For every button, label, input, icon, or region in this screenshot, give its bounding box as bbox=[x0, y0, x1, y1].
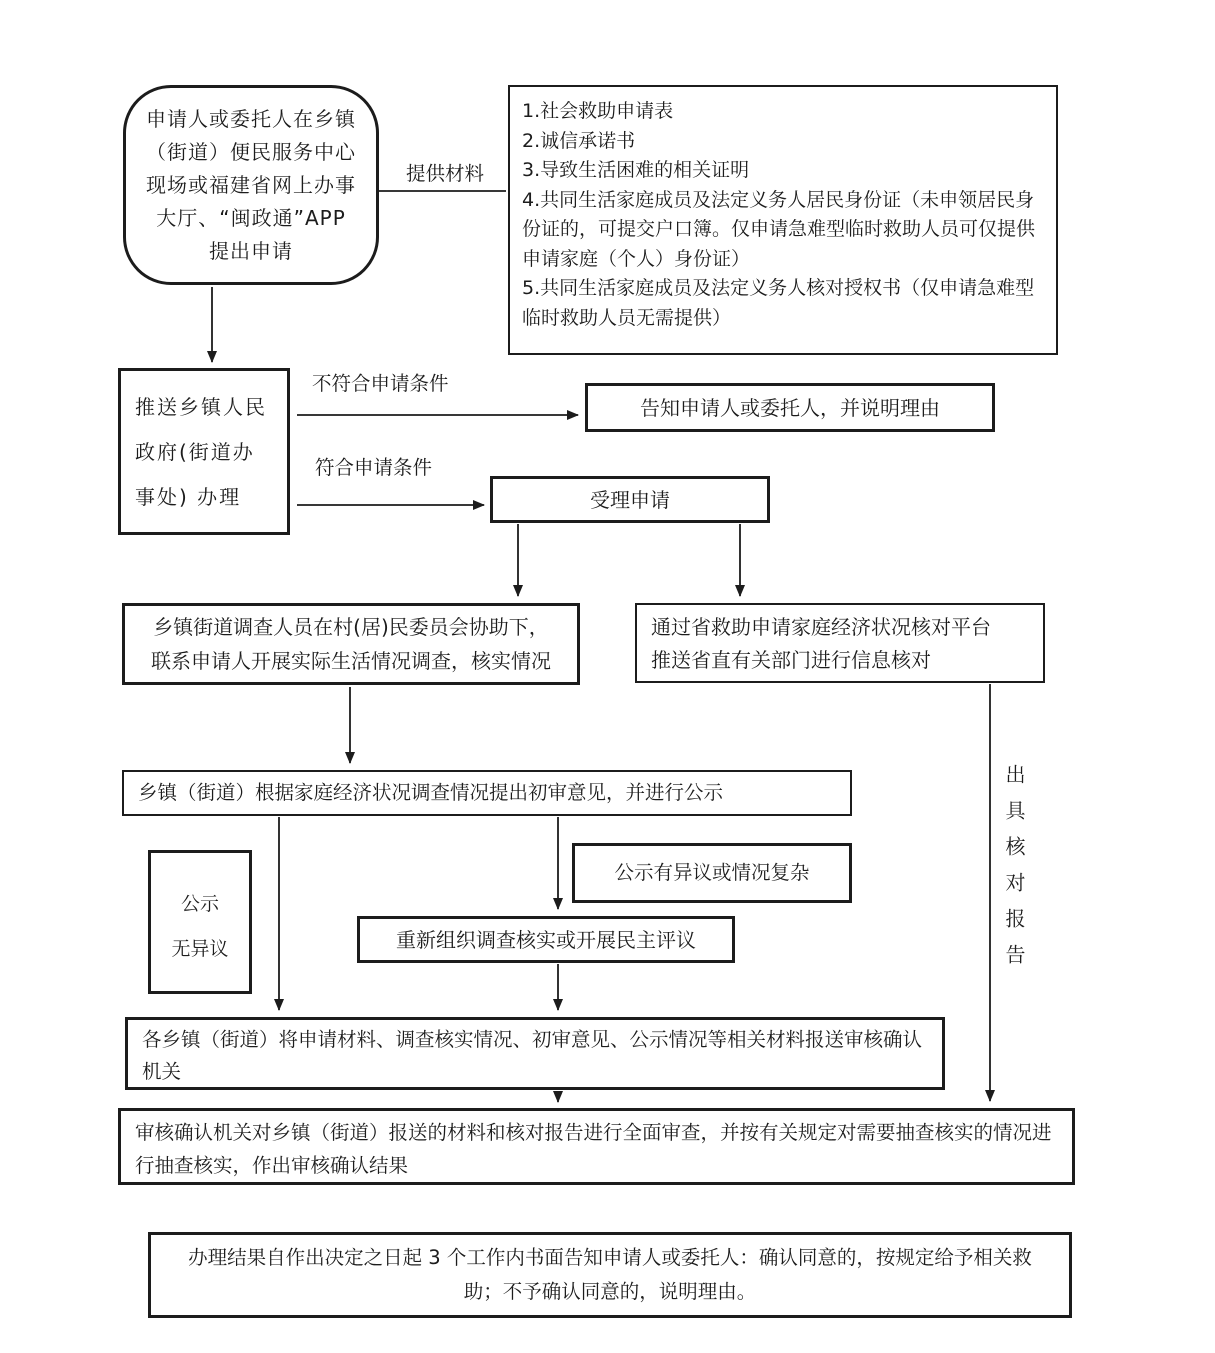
recheck-node: 重新组织调查核实或开展民主评议 bbox=[357, 916, 735, 963]
investigate-node bbox=[122, 603, 580, 685]
push-to-township-node: 推送乡镇人民政府(街道办事处) 办理 bbox=[118, 368, 290, 535]
material-item-2: 2.诚信承诺书 bbox=[522, 129, 636, 152]
edge-label-issue-report: 出具核对报告 bbox=[1002, 764, 1026, 980]
submit-materials-node: 各乡镇（街道）将申请材料、调查核实情况、初审意见、公示情况等相关材料报送审核确认机关 bbox=[125, 1017, 945, 1090]
edge-label-provide-materials: 提供材料 bbox=[405, 162, 484, 185]
edge-label-qualified: 符合申请条件 bbox=[315, 456, 433, 479]
investigate-line-1: 乡镇街道调查人员在村(居)民委员会协助下， bbox=[153, 615, 549, 639]
no-objection-line-1: 公示 bbox=[180, 893, 219, 915]
initial-review-node: 乡镇（街道）根据家庭经济状况调查情况提出初审意见，并进行公示 bbox=[122, 770, 852, 816]
verify-line-2: 推送省直有关部门进行信息核对 bbox=[651, 648, 931, 672]
verify-line-1: 通过省救助申请家庭经济状况核对平台 bbox=[651, 615, 991, 639]
start-node: 申请人或委托人在乡镇（街道）便民服务中心现场或福建省网上办事大厅、“闽政通”APP 提出申请 bbox=[123, 85, 379, 285]
objection-node: 公示有异议或情况复杂 bbox=[572, 843, 852, 903]
no-objection-node bbox=[148, 850, 252, 994]
material-item-5: 5.共同生活家庭成员及法定义务人核对授权书（仅申请急难型临时救助人员无需提供） bbox=[522, 277, 1035, 329]
no-objection-line-2: 无异议 bbox=[171, 938, 229, 960]
investigate-line-2: 联系申请人开展实际生活情况调查，核实情况 bbox=[151, 649, 551, 673]
material-item-3: 3.导致生活困难的相关证明 bbox=[522, 159, 750, 181]
edge-label-not-qualified: 不符合申请条件 bbox=[312, 372, 449, 395]
confirm-review-node: 审核确认机关对乡镇（街道）报送的材料和核对报告进行全面审查，并按有关规定对需要抽查核实的情况进行抽查核实，作出审核确认结果 bbox=[118, 1108, 1075, 1185]
result-notice-node: 办理结果自作出决定之日起 3 个工作内书面告知申请人或委托人：确认同意的，按规定给予相关救助；不予确认同意的，说明理由。 bbox=[148, 1232, 1072, 1318]
platform-verify-node bbox=[635, 603, 1045, 683]
notify-applicant-node: 告知申请人或委托人，并说明理由 bbox=[585, 383, 995, 432]
material-item-1: 1.社会救助申请表 bbox=[522, 100, 674, 122]
accept-application-node: 受理申请 bbox=[490, 476, 770, 523]
materials-list-node bbox=[508, 85, 1058, 355]
material-item-4: 4.共同生活家庭成员及法定义务人居民身份证（未申领居民身份证的，可提交户口簿。仅申请急难型临时救助人员可仅提供申请家庭（个人）身份证） bbox=[522, 188, 1036, 270]
